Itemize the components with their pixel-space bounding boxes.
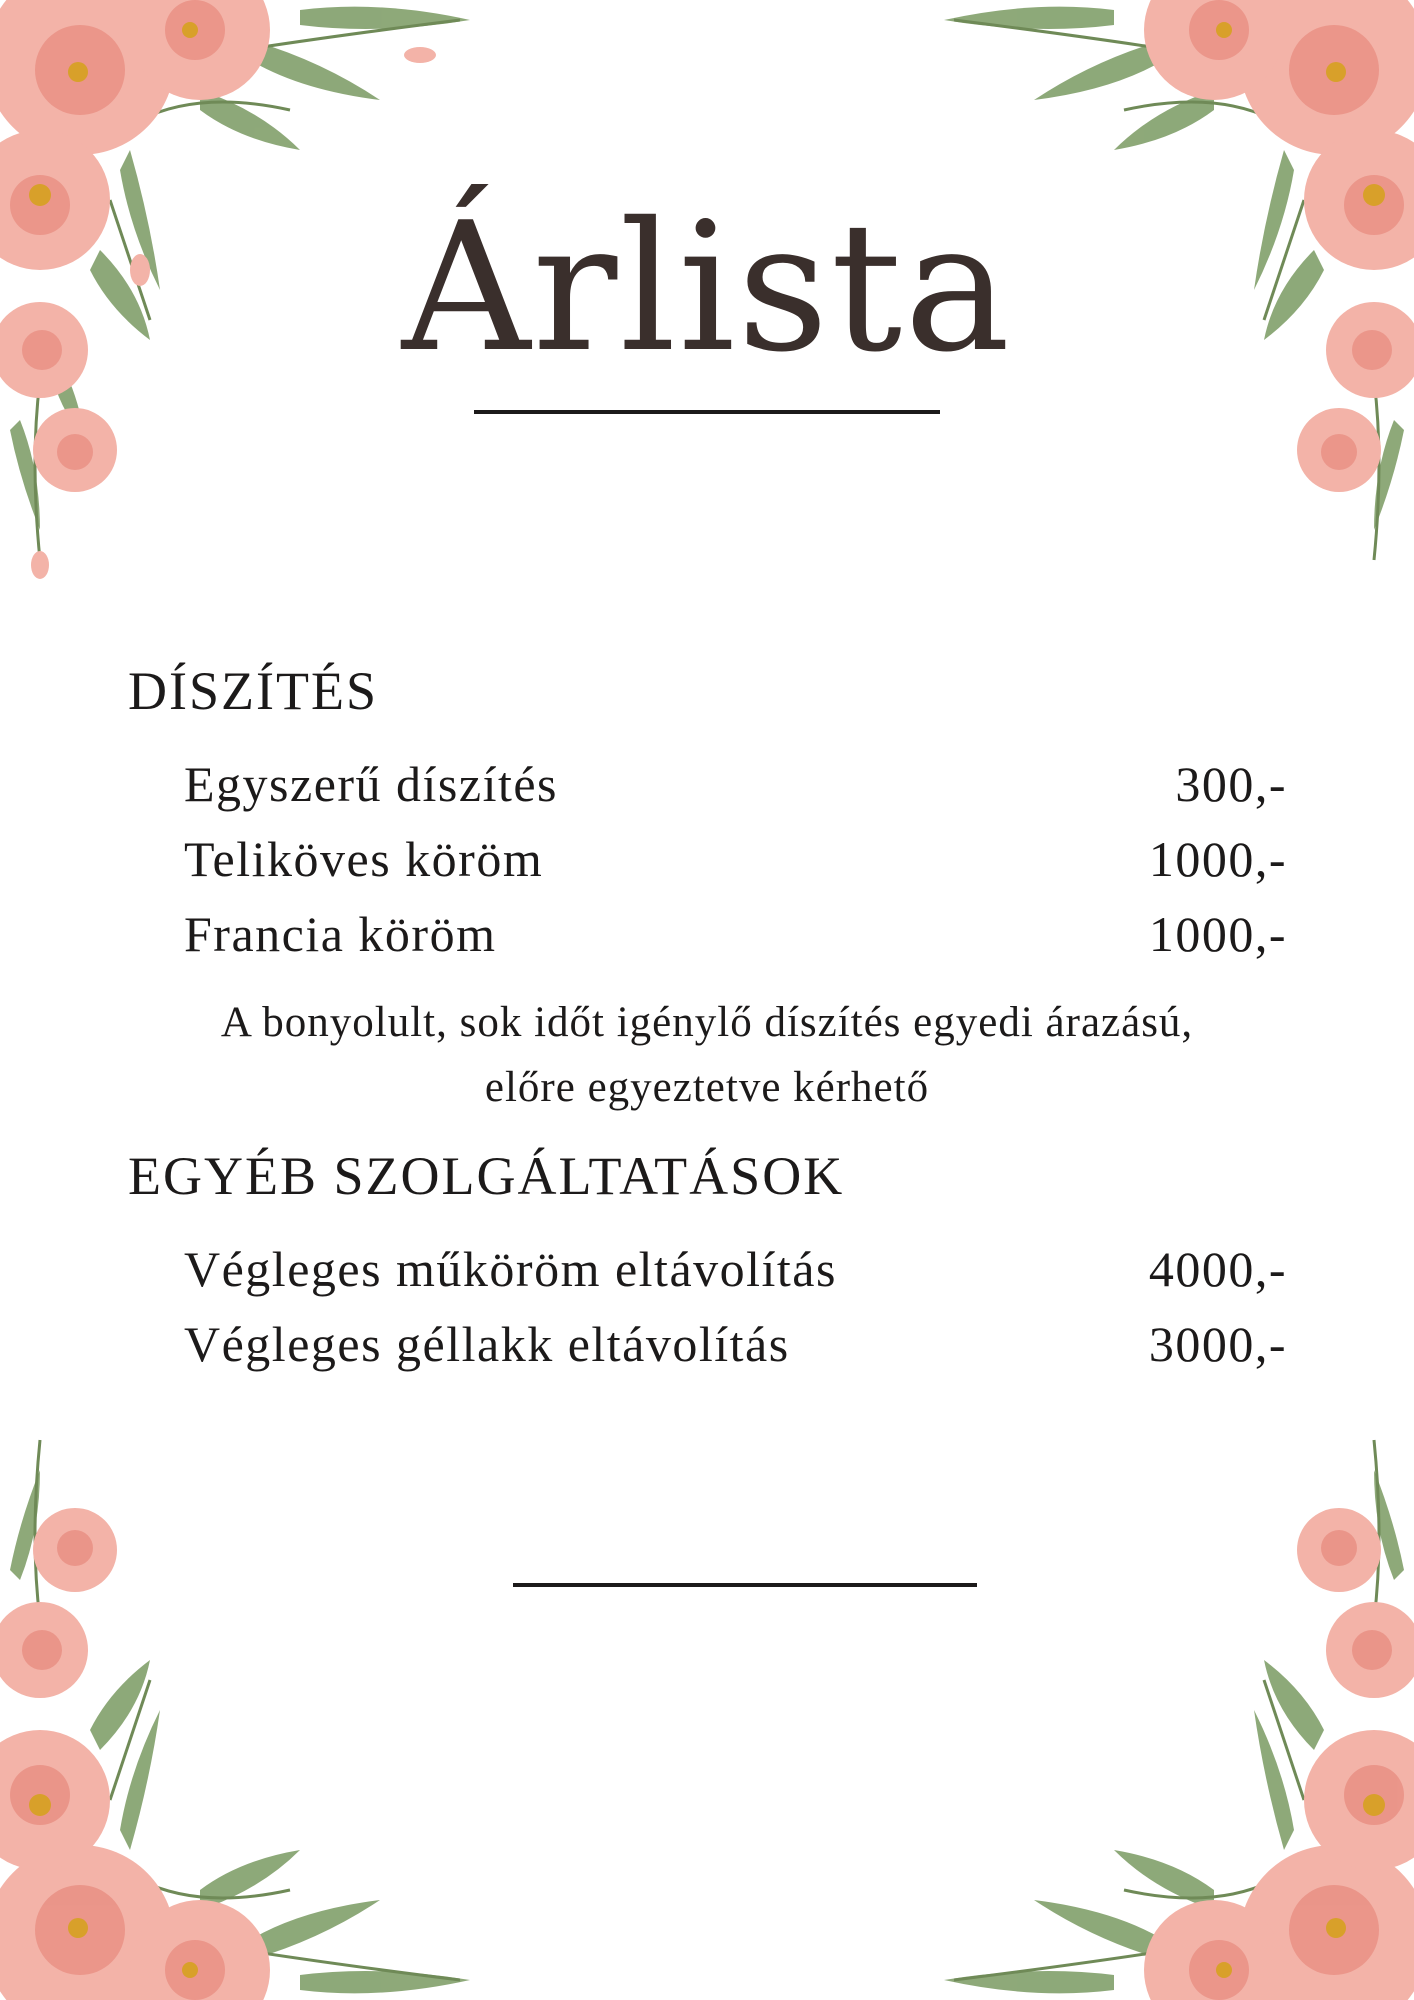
service-name: Egyszerű díszítés — [184, 756, 559, 812]
pricing-note-line: előre egyeztetve kérhető — [484, 1064, 930, 1111]
service-price: 4000,- — [1148, 1241, 1287, 1297]
service-name: Teliköves köröm — [184, 831, 544, 887]
title-underline — [474, 410, 940, 414]
service-price: 1000,- — [1148, 906, 1287, 962]
section-heading-decoration: DÍSZÍTÉS — [128, 661, 378, 721]
service-name: Végleges géllakk eltávolítás — [184, 1316, 790, 1372]
floral-corner-bottom-left — [0, 1400, 480, 2000]
service-name: Végleges műköröm eltávolítás — [184, 1241, 837, 1297]
floral-illustration — [934, 1400, 1414, 2000]
service-price: 300,- — [1175, 756, 1287, 812]
price-row — [184, 830, 1287, 888]
service-name: Francia köröm — [184, 906, 497, 962]
floral-corner-bottom-right — [934, 1400, 1414, 2000]
price-row — [184, 1315, 1287, 1373]
service-price: 1000,- — [1148, 831, 1287, 887]
price-row — [184, 755, 1287, 813]
pricing-note-line: A bonyolult, sok időt igénylő díszítés egyedi árazású, — [220, 999, 1194, 1046]
price-row — [184, 905, 1287, 963]
page-title: Árlista — [401, 184, 1013, 391]
price-row — [184, 1240, 1287, 1298]
floral-illustration — [0, 1400, 480, 2000]
signature-line — [513, 1583, 977, 1587]
service-price: 3000,- — [1148, 1316, 1287, 1372]
pricing-note — [100, 990, 1314, 1120]
section-heading-other-services: EGYÉB SZOLGÁLTATÁSOK — [128, 1146, 845, 1206]
